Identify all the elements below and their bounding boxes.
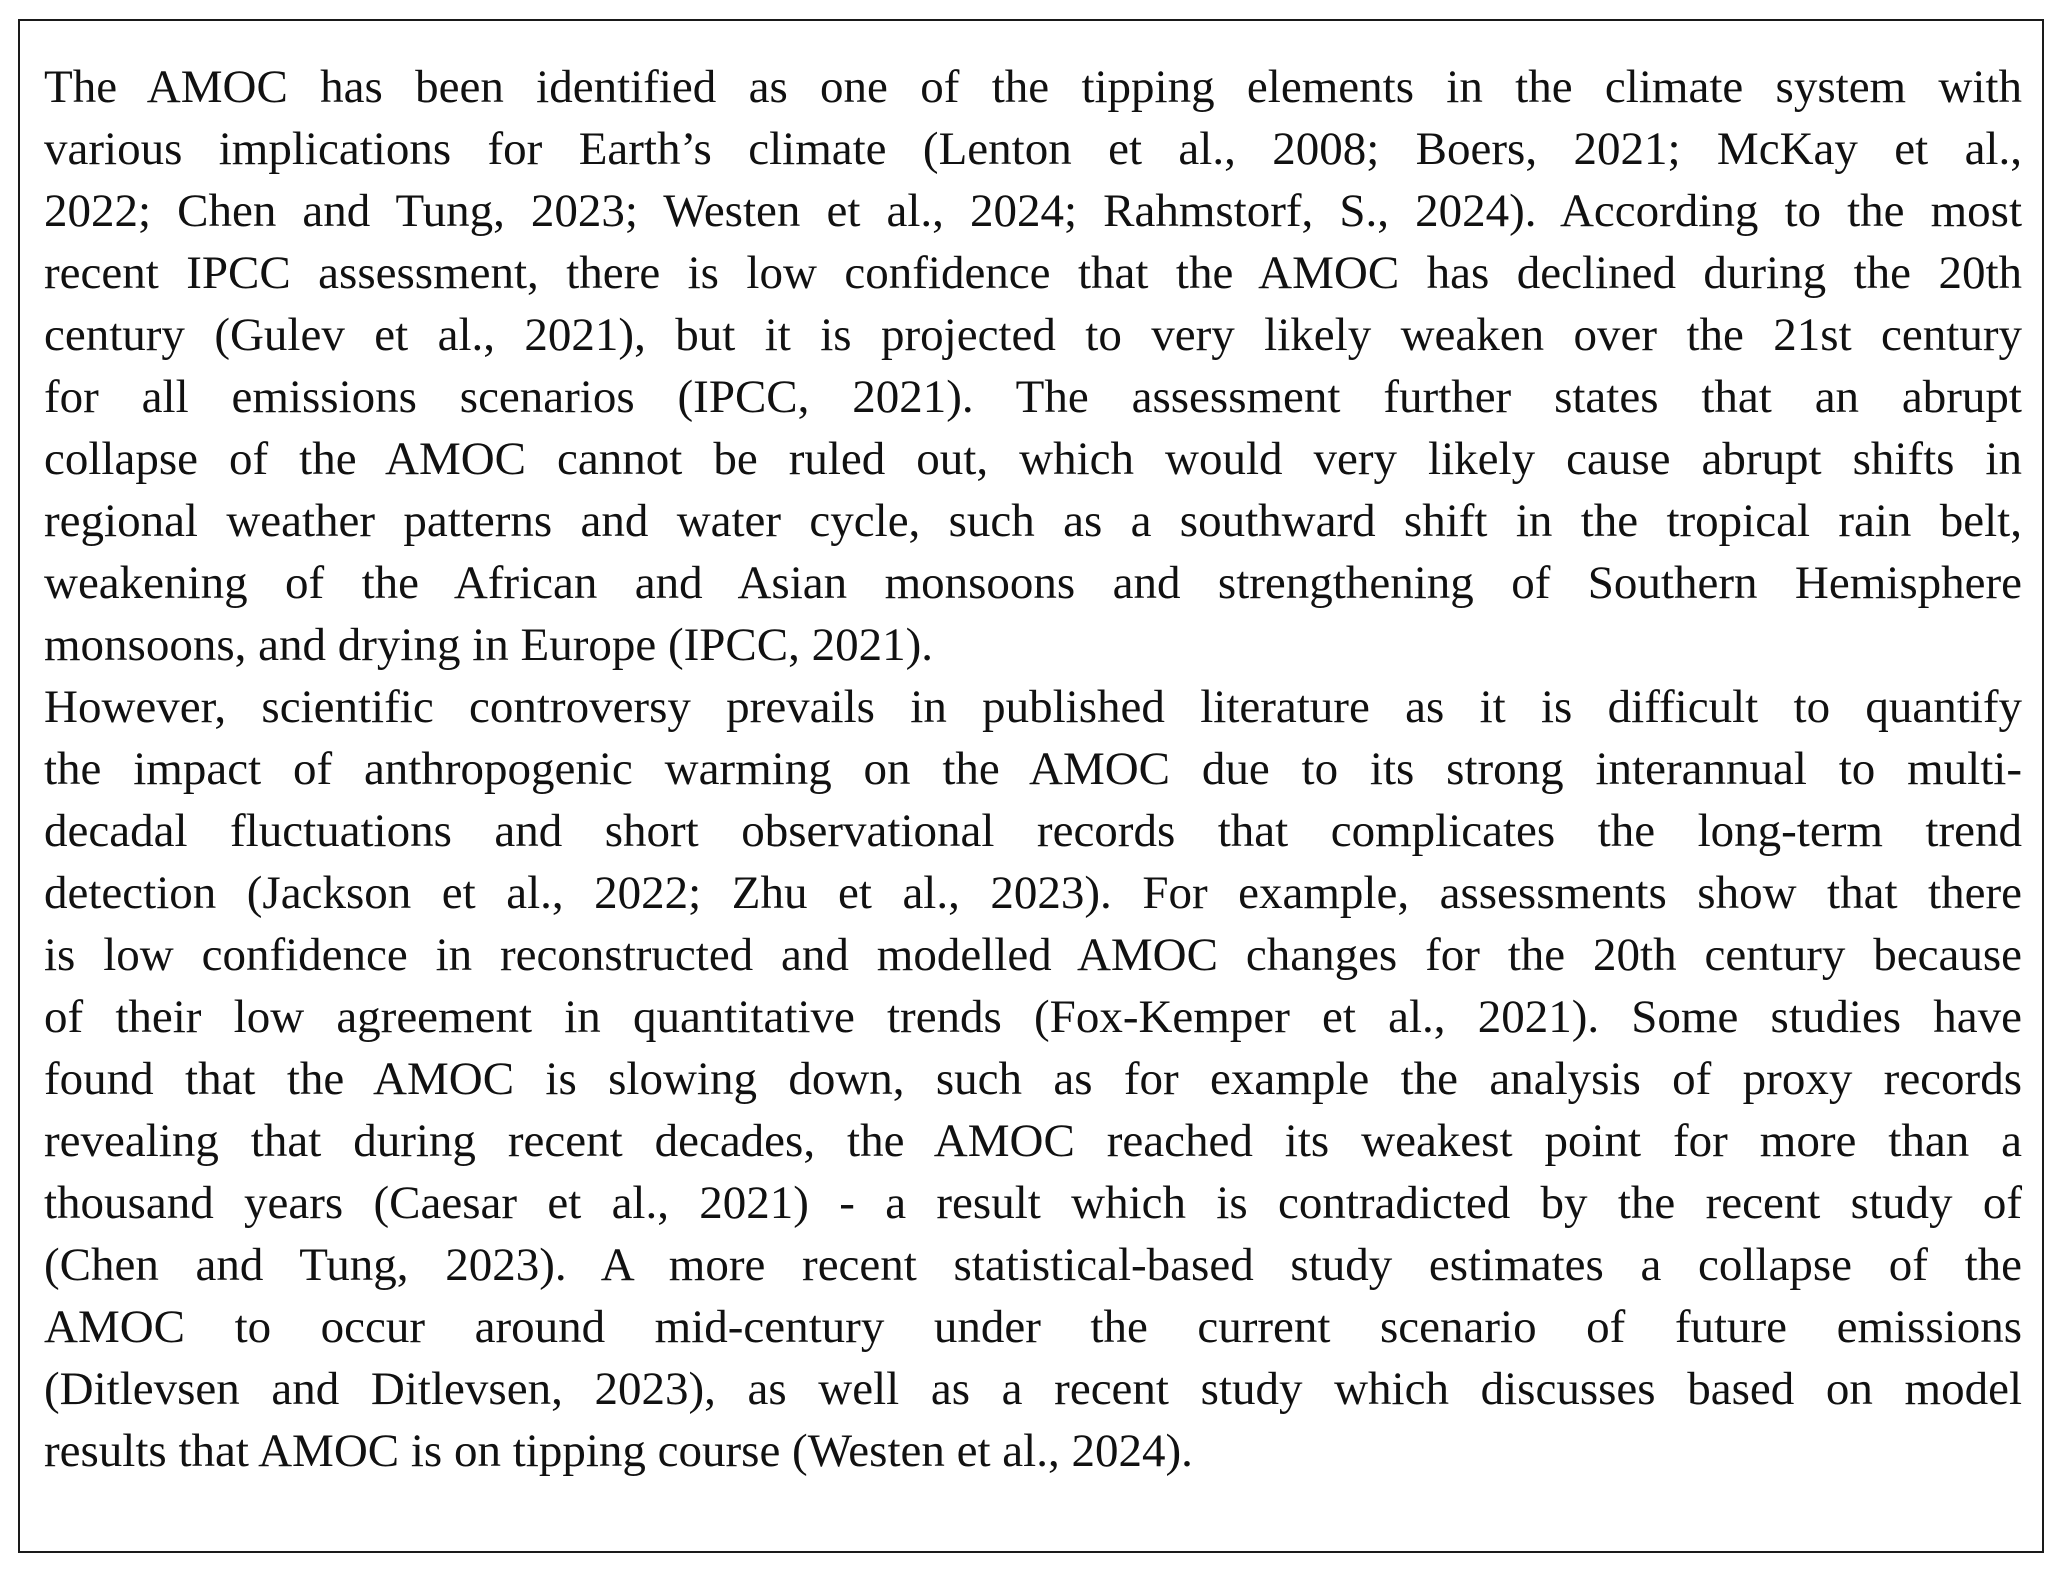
text-line: revealing that during recent decades, the AMOC reached its weakest point for more than a [44,1115,2022,1167]
text-line: is low confidence in reconstructed and modelled AMOC changes for the 20th century because [44,929,2022,981]
text-line: (Chen and Tung, 2023). A more recent statistical-based study estimates a collapse of the [44,1239,2022,1291]
text-line: collapse of the AMOC cannot be ruled out, which would very likely cause abrupt shifts in [44,433,2022,485]
text-line: 2022; Chen and Tung, 2023; Westen et al., 2024; Rahmstorf, S., 2024). According to the most [44,185,2022,237]
text-line: various implications for Earth’s climate (Lenton et al., 2008; Boers, 2021; McKay et al., [44,123,2022,175]
text-line: found that the AMOC is slowing down, such as for example the analysis of proxy records [44,1053,2022,1105]
text-line: thousand years (Caesar et al., 2021) - a result which is contradicted by the recent study of [44,1177,2022,1229]
text-line: regional weather patterns and water cycle, such as a southward shift in the tropical rain belt, [44,495,2022,547]
text-line: AMOC to occur around mid-century under the current scenario of future emissions [44,1301,2022,1353]
document-body [44,56,2022,1482]
text-line: detection (Jackson et al., 2022; Zhu et al., 2023). For example, assessments show that there [44,867,2022,919]
text-line: results that AMOC is on tipping course (Westen et al., 2024). [44,1425,1193,1477]
paragraph-scientific-controversy [44,676,2022,1482]
text-line: (Ditlevsen and Ditlevsen, 2023), as well as a recent study which discusses based on model [44,1363,2022,1415]
text-line: of their low agreement in quantitative trends (Fox-Kemper et al., 2021). Some studies have [44,991,2022,1043]
text-line: recent IPCC assessment, there is low confidence that the AMOC has declined during the 20th [44,247,2022,299]
text-line: monsoons, and drying in Europe (IPCC, 2021). [44,619,934,671]
text-line: the impact of anthropogenic warming on the AMOC due to its strong interannual to multi- [44,743,2022,795]
text-line: However, scientific controversy prevails in published literature as it is difficult to quantify [44,681,2022,733]
text-line: decadal fluctuations and short observational records that complicates the long-term trend [44,805,2022,857]
paragraph-amoc-tipping-element [44,56,2022,676]
text-line: The AMOC has been identified as one of the tipping elements in the climate system with [44,61,2022,113]
text-line: weakening of the African and Asian monsoons and strengthening of Southern Hemisphere [44,557,2022,609]
text-line: for all emissions scenarios (IPCC, 2021). The assessment further states that an abrupt [44,371,2022,423]
text-line: century (Gulev et al., 2021), but it is projected to very likely weaken over the 21st century [44,309,2022,361]
